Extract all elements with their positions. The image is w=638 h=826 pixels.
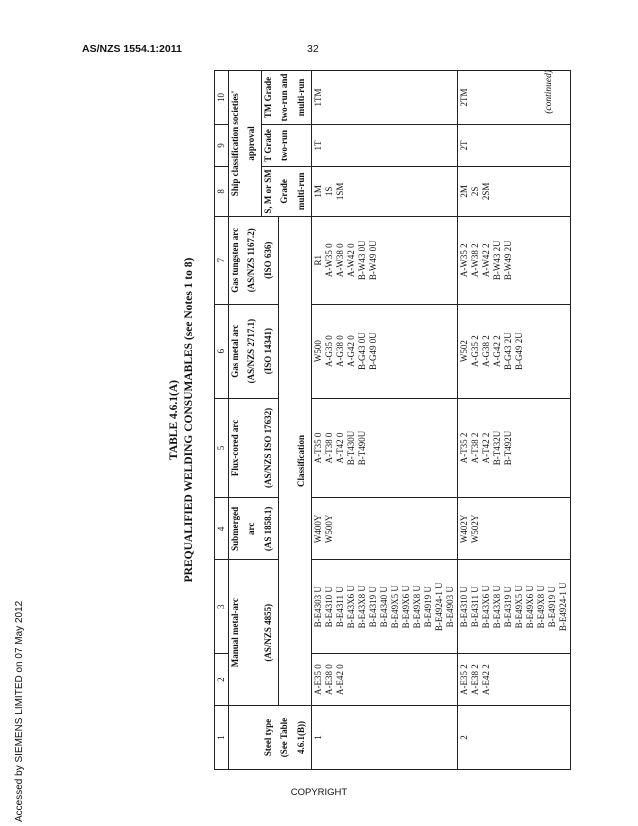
gmaw-header: Gas metal arc (229, 304, 246, 398)
fcaw-std: (AS/NZS ISO 17632) (262, 398, 279, 498)
cell-line: B-E4303 U (312, 586, 323, 628)
cell-line: 2TM (458, 88, 469, 107)
cell-line: B-E49X8 U (411, 585, 422, 629)
col-num: 7 (215, 216, 229, 304)
gmaw-std-2: (ISO 14341) (262, 304, 279, 398)
page-number: 32 (307, 43, 319, 55)
c2-cell (457, 654, 570, 706)
cell-line: W400Y (312, 514, 323, 544)
steel-type-header-cell (229, 706, 246, 770)
c6-cell (457, 304, 570, 398)
copyright-footer: COPYRIGHT (290, 787, 348, 798)
cell-line: 1S (323, 186, 334, 197)
c10-cell (311, 71, 457, 125)
cell-line: B-E43X8 U (491, 585, 502, 629)
c3-cell (311, 560, 457, 654)
cell-line: A-E42 0 (334, 664, 345, 695)
cell-line: A-E38 0 (323, 664, 334, 695)
consumables-table (214, 70, 571, 770)
table-title: PREQUALIFIED WELDING CONSUMABLES (see Notes 1 to 8) (183, 257, 195, 583)
cell-line: B-E4924-1 U (557, 582, 568, 632)
ship-c8-header-1: S, M or SM (262, 166, 279, 216)
cell-line: A-G42 2 (491, 335, 502, 368)
cell-line: B-E4310 U (323, 586, 334, 628)
cell-line: A-W35 0 (323, 243, 334, 278)
table-title-block (167, 70, 197, 770)
c7-cell (457, 216, 570, 304)
cell-line: A-W42 0 (345, 243, 356, 278)
c5-cell (311, 398, 457, 498)
cell-line: A-T38 2 (469, 432, 480, 464)
gtaw-std-2: (ISO 636) (262, 216, 279, 304)
cell-line: 1SM (334, 182, 345, 201)
c4-cell (457, 498, 570, 560)
gtaw-header: Gas tungsten arc (229, 216, 246, 304)
cell-line: 1T (312, 140, 323, 151)
cell-line: B-E4340 U (378, 586, 389, 628)
cell-line: B-E4319 U (367, 586, 378, 628)
cell-line: B-E43X6 U (480, 585, 491, 629)
col-num: 1 (215, 706, 229, 770)
cell-line: B-E4319 U (502, 586, 513, 628)
cell-line: B-T432U (491, 430, 502, 466)
c5-cell (457, 398, 570, 498)
c4-cell (311, 498, 457, 560)
cell-line: B-G49 0U (367, 332, 378, 371)
saw-header-1: Submerged (229, 498, 246, 560)
cell-line: 1M (312, 185, 323, 198)
classification-label: Classification (295, 216, 312, 705)
cell-line: A-T35 0 (312, 432, 323, 464)
cell-line: B-E43X8 U (356, 585, 367, 629)
gtaw-std-1: (AS/NZS 1167.2) (245, 216, 262, 304)
cell-line: B-W49 0U (367, 240, 378, 281)
cell-line: W402Y (458, 514, 469, 544)
cell-line: A-W35 2 (458, 243, 469, 278)
cell-line: W502Y (469, 514, 480, 544)
cell-line: B-E4919 U (422, 586, 433, 628)
cell-line: B-G43 2U (502, 332, 513, 371)
gmaw-std-1: (AS/NZS 2717.1) (245, 304, 262, 398)
mma-header-blank (245, 560, 262, 706)
cell-line: B-T492U (502, 430, 513, 466)
cell-line: A-G35 2 (469, 335, 480, 368)
fcaw-header-blank (245, 398, 262, 498)
cell-line: A-T35 2 (458, 432, 469, 464)
col-num: 4 (215, 498, 229, 560)
table-row (311, 71, 457, 770)
cell-line: A-G38 2 (480, 335, 491, 368)
cell-line: B-E49X6 U (400, 585, 411, 629)
header-row-5 (295, 71, 312, 770)
cell-line: A-W42 2 (480, 243, 491, 278)
header-row-3 (262, 71, 279, 770)
mma-header: Manual metal-arc (229, 560, 246, 706)
steel-type-header-cell (245, 706, 262, 770)
c8-cell (457, 166, 570, 216)
column-number-row (215, 71, 229, 770)
cell-line: 2SM (480, 182, 491, 201)
cell-line: B-G43 0U (356, 332, 367, 371)
ship-c10-header-2: two-run and (278, 71, 295, 125)
col-num: 9 (215, 124, 229, 166)
steel-type-header-2: (See Table (278, 706, 295, 770)
cell-line: B-E4919 U (546, 586, 557, 628)
mma-std: (AS/NZS 4855) (262, 560, 279, 706)
saw-header-2: arc (245, 498, 262, 560)
cell-line: W500Y (323, 514, 334, 544)
cell-line: A-W38 0 (334, 243, 345, 278)
ship-c9-header-2: two-run (278, 124, 295, 166)
ship-header-2: approval (245, 71, 262, 217)
cell-line: B-E4310 U (458, 586, 469, 628)
cell-line: B-E4311 U (334, 586, 345, 628)
ship-header-1: Ship classification societies' (229, 71, 246, 217)
cell-line: A-E35 2 (458, 664, 469, 695)
access-watermark: Accessed by SIEMENS LIMITED on 07 May 2012 (14, 600, 25, 822)
col-num: 10 (215, 71, 229, 125)
cell-line: A-E35 0 (312, 664, 323, 695)
standard-designation: AS/NZS 1554.1:2011 (82, 43, 182, 55)
cell-line: B-E49X5 U (389, 585, 400, 629)
col-num: 8 (215, 166, 229, 216)
cell-line: A-E38 2 (469, 664, 480, 695)
cell-line: B-T490U (356, 430, 367, 466)
cell-line: B-E49X6 U (524, 585, 535, 629)
steel-type-header-3: 4.6.1(B)) (295, 706, 312, 770)
col-num: 2 (215, 654, 229, 706)
c7-cell (311, 216, 457, 304)
steel-type-cell: 2 (457, 706, 570, 770)
ship-c9-header-1: T Grade (262, 124, 279, 166)
steel-type-cell: 1 (311, 706, 457, 770)
cell-line: A-W38 2 (469, 243, 480, 278)
table-number: TABLE 4.6.1(A) (168, 380, 180, 460)
cell-line: 2S (469, 186, 480, 197)
c9-cell (311, 124, 457, 166)
c6-cell (311, 304, 457, 398)
table-row (457, 71, 570, 770)
cell-line: A-G38 0 (334, 335, 345, 368)
header-row-1 (229, 71, 246, 770)
col-num: 5 (215, 398, 229, 498)
cell-line: A-G35 0 (323, 335, 334, 368)
cell-line: B-W49 2U (502, 240, 513, 281)
cell-line: B-E49X5 U (513, 585, 524, 629)
fcaw-header: Flux-cored arc (229, 398, 246, 498)
c8-cell (311, 166, 457, 216)
steel-type-header-1: Steel type (262, 706, 279, 770)
cell-line: A-E42 2 (480, 664, 491, 695)
rotated-table-block (140, 70, 568, 770)
saw-std: (AS 1858.1) (262, 498, 279, 560)
cell-line: A-T42 0 (334, 432, 345, 464)
continued-note: (continued) (544, 70, 554, 114)
classification-spacer (278, 216, 295, 705)
cell-line: 1TM (312, 88, 323, 107)
col-num: 3 (215, 560, 229, 654)
c9-cell (457, 124, 570, 166)
ship-c8-header-3: multi-run (295, 166, 312, 216)
cell-line: B-W43 2U (491, 240, 502, 281)
ship-c8-header-2: Grade (278, 166, 295, 216)
cell-line: B-T430U (345, 430, 356, 466)
cell-line: 2T (458, 140, 469, 151)
ship-c10-header-3: multi-run (295, 71, 312, 125)
cell-line: B-E4311 U (469, 586, 480, 628)
cell-line: 2M (458, 185, 469, 198)
cell-line: A-T38 0 (323, 432, 334, 464)
cell-line: W500 (312, 340, 323, 363)
ship-c9-header-blank (295, 124, 312, 166)
cell-line: R1 (312, 255, 323, 266)
cell-line: B-E4924-1 U (433, 582, 444, 632)
cell-line: B-W43 0U (356, 240, 367, 281)
c2-cell (311, 654, 457, 706)
header-row-2 (245, 71, 262, 770)
cell-line: A-G42 0 (345, 335, 356, 368)
cell-line: B-E49X8 U (535, 585, 546, 629)
c3-cell (457, 560, 570, 654)
header-row-4 (278, 71, 295, 770)
cell-line: B-G49 2U (513, 332, 524, 371)
cell-line: W502 (458, 340, 469, 363)
ship-c10-header-1: TM Grade (262, 71, 279, 125)
cell-line: B-E4903 U (444, 586, 455, 628)
col-num: 6 (215, 304, 229, 398)
cell-line: B-E43X6 U (345, 585, 356, 629)
cell-line: A-T42 2 (480, 432, 491, 464)
